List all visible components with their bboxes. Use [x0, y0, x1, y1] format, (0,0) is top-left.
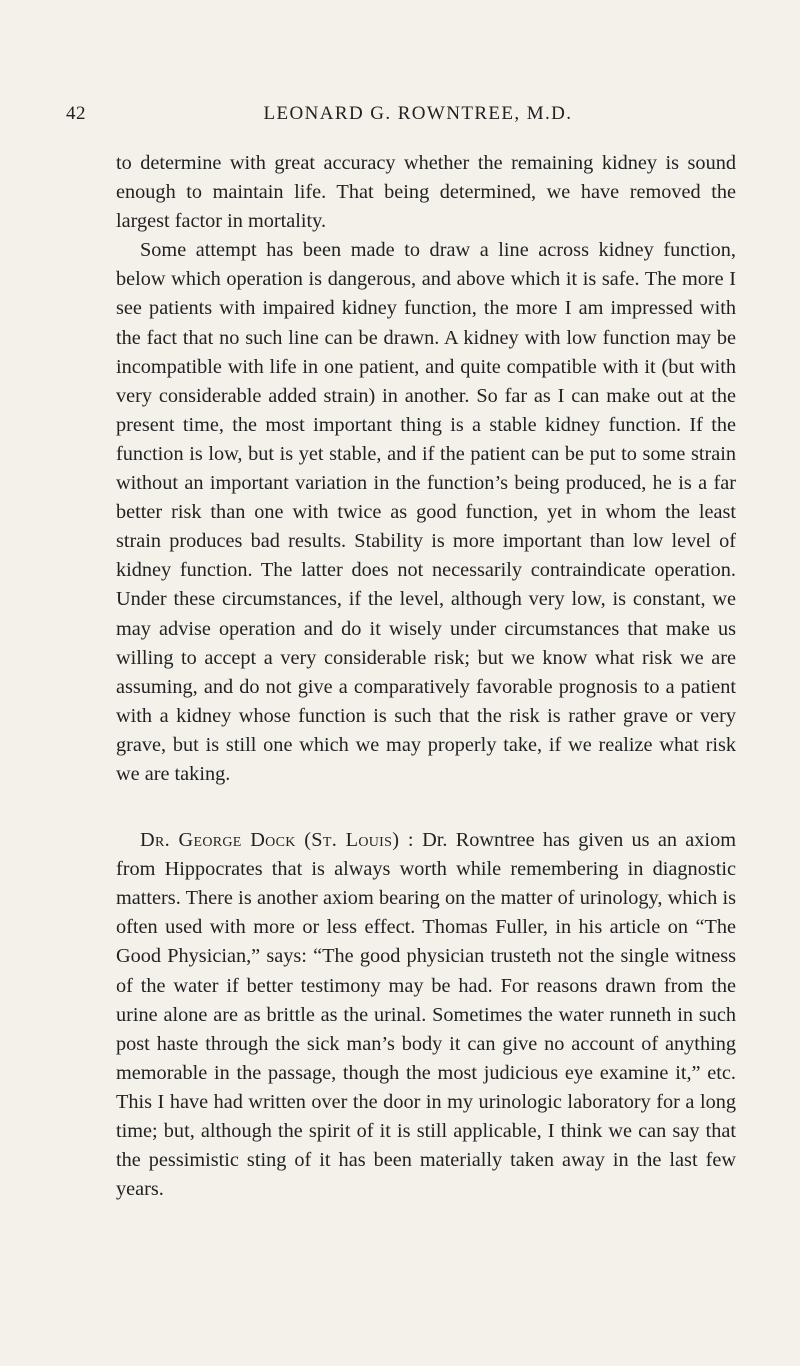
body-text	[116, 149, 736, 1204]
speaker-name: Dr. George Dock (St. Louis) :	[140, 829, 414, 852]
paragraph-discussion	[116, 826, 736, 1204]
page-number: 42	[66, 103, 86, 124]
paragraph-kidney-function: Some attempt has been made to draw a line across kidney function, below which operation is dangerous, and above which it is safe. The more I see patients with impaired kidney function, the more I am impressed with the fact that no such line can be drawn. A kidney with low function may be incompatible with life in one patient, and quite compatible with it (but with very considerable added strain) in another. So far as I can make out at the present time, the most important thing is a stable kidney function. If the function is low, but is yet stable, and if the patient can be put to some strain without an important variation in the function’s being produced, he is a far better risk than one with twice as good function, yet in whom the least strain produces bad results. Stability is more important than low level of kidney function. The latter does not necessarily contraindicate operation. Under these circumstances, if the level, although very low, is constant, we may advise operation and do it wisely under circumstances that make us willing to accept a very considerable risk; but we know what risk we are assuming, and do not give a comparatively favorable prognosis to a patient with a kidney whose function is such that the risk is rather grave or very grave, but is still one which we may properly take, if we realize what risk we are taking.	[116, 239, 736, 785]
discussion-text: Dr. Rowntree has given us an axiom from Hippocrates that is always worth while remembering in diagnostic matters. There is another axiom bearing on the matter of urinology, which is often used with more or less effect. Thomas Fuller, in his article on “The Good Physician,” says: “The good physician trusteth not the single witness of the water if better testimony may be had. For reasons drawn from the urine alone are as brittle as the urinal. Sometimes the water runneth in such post haste through the sick man’s body it can give no account of anything memorable in the passage, though the most judicious eye examine it,” etc. This I have had written over the door in my urinologic laboratory for a long time; but, although the spirit of it is still applicable, I think we can say that the pessimistic sting of it has been materially taken away in the last few years.	[116, 829, 736, 1201]
running-head: LEONARD G. ROWNTREE, M.D.	[263, 103, 573, 124]
paragraph-continuation: to determine with great accuracy whether the remaining kidney is sound enough to maintain life. That being determined, we have removed the largest factor in mortality.	[116, 152, 736, 233]
